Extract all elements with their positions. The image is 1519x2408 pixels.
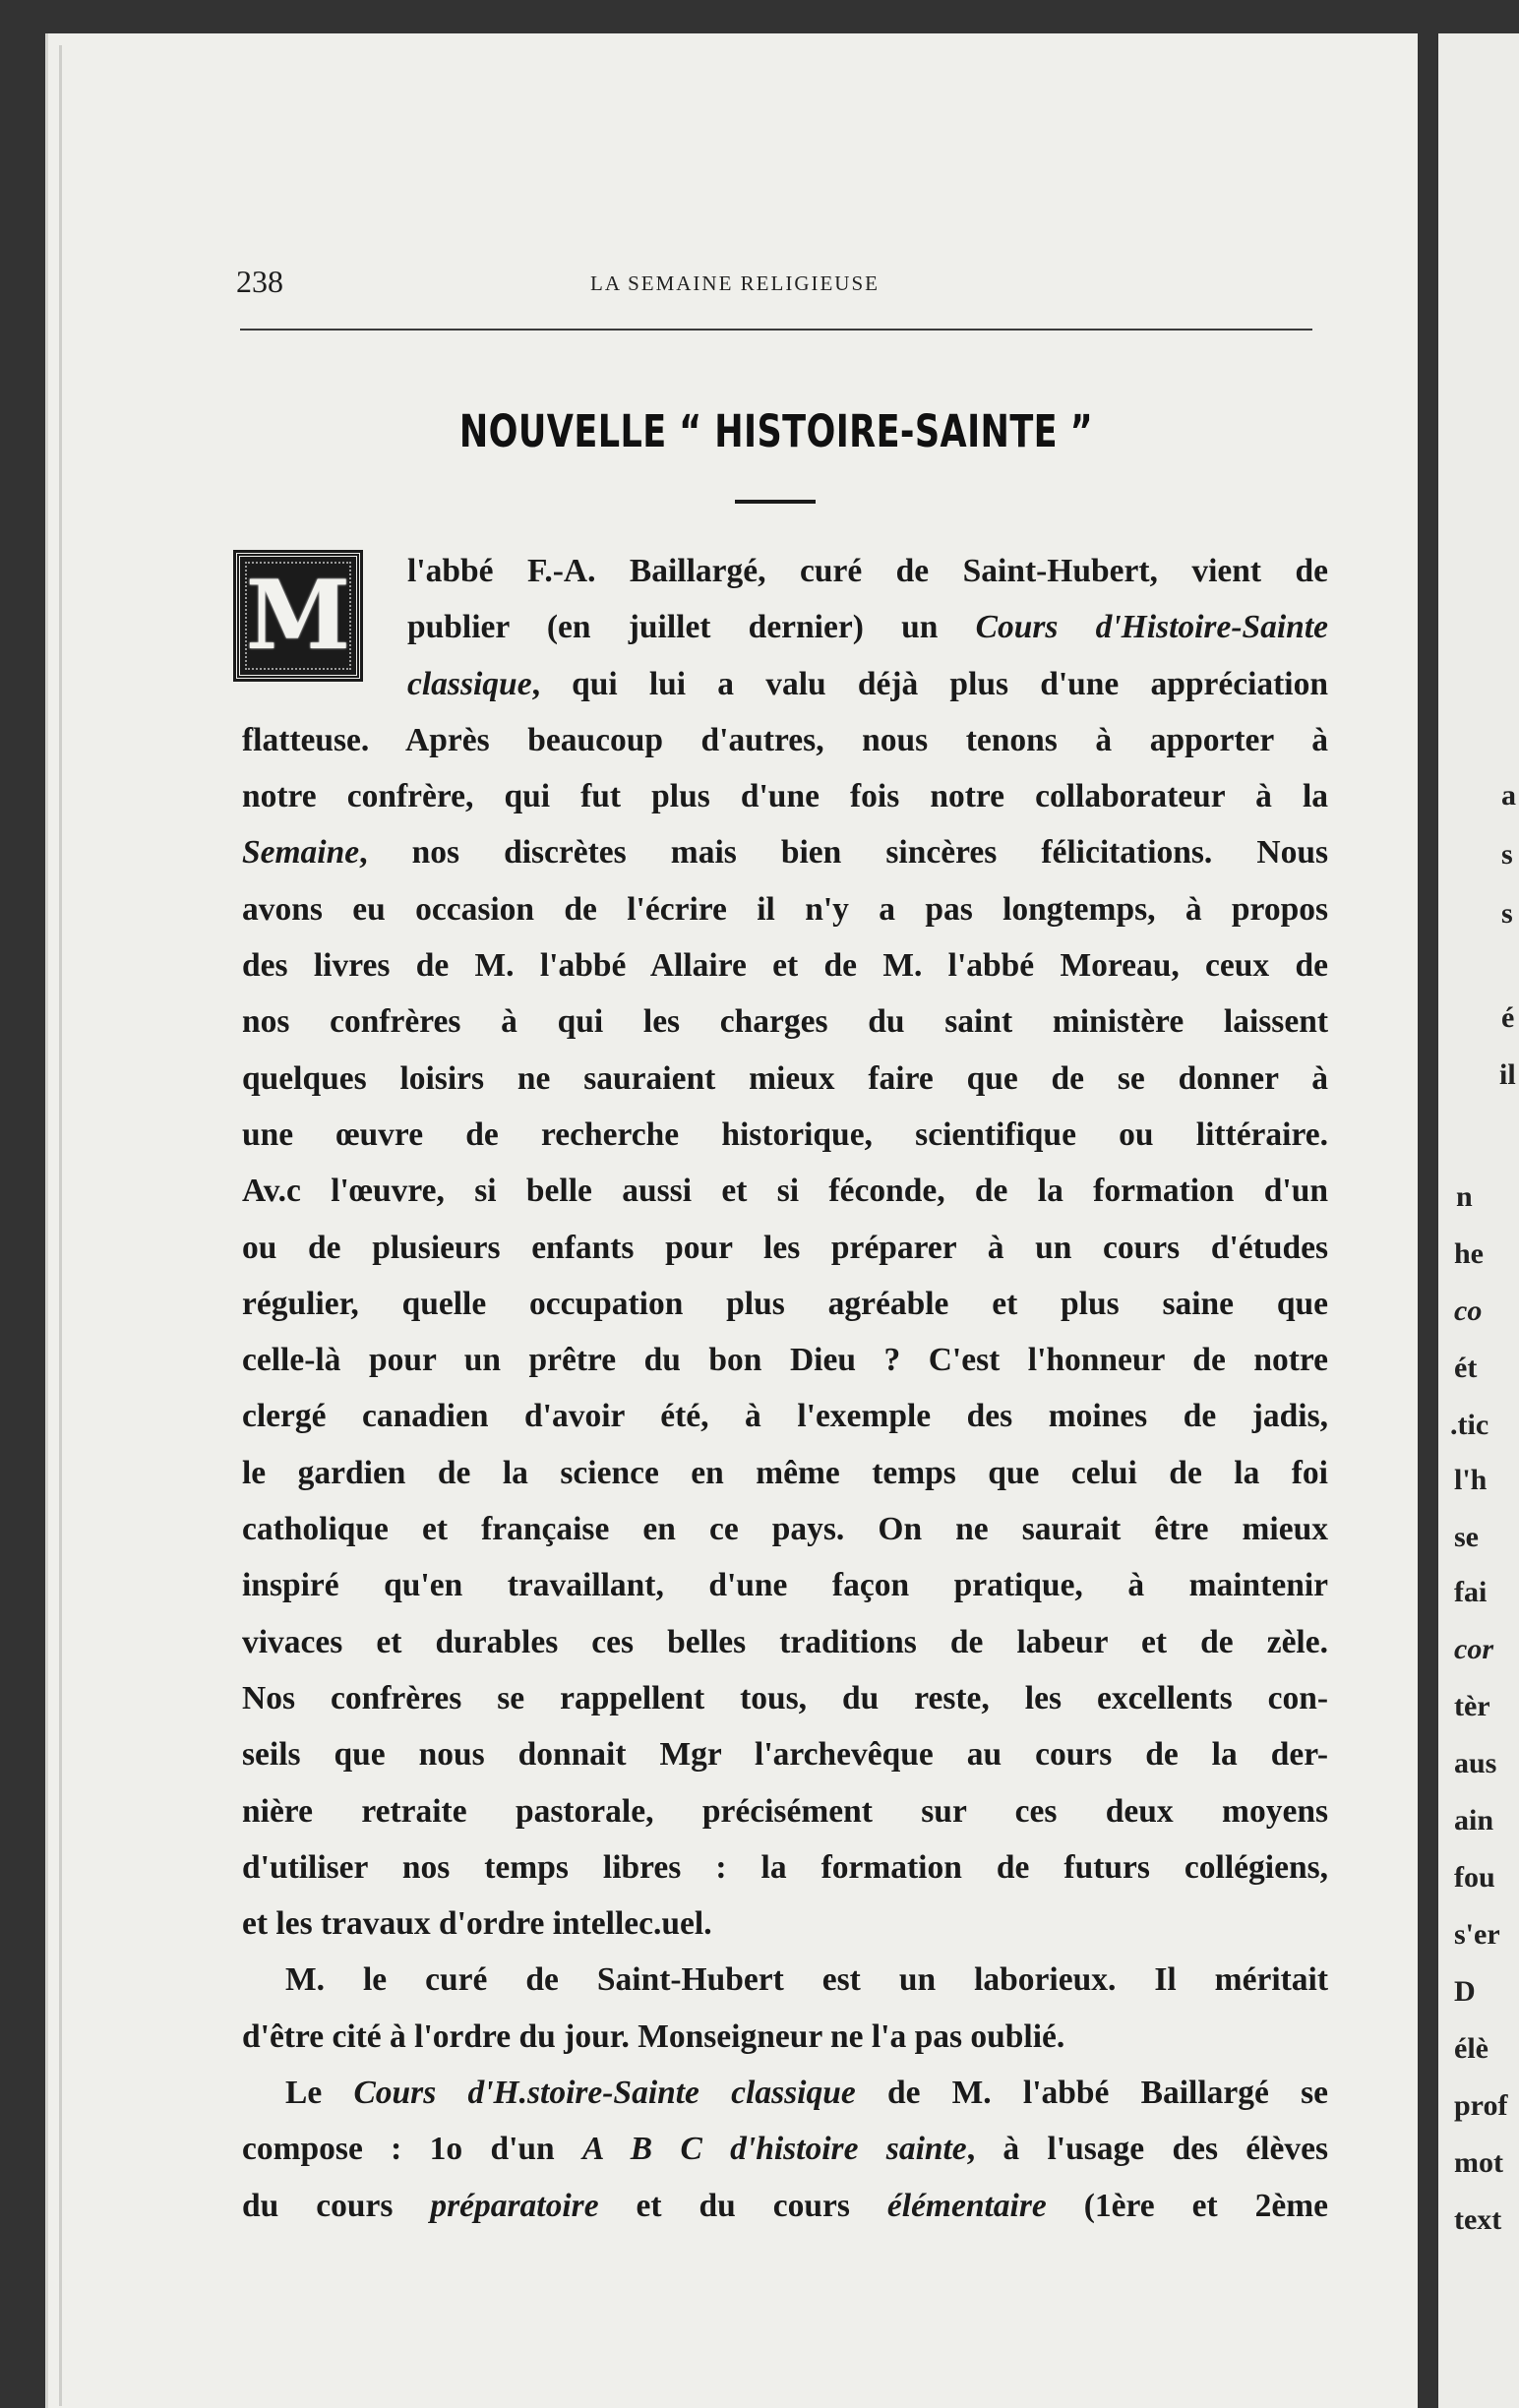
facing-text-fragment: s xyxy=(1501,838,1513,871)
body-line: quelques loisirs ne sauraient mieux faire que de se donner à xyxy=(242,1059,1328,1097)
body-line: nière retraite pastorale, précisément sur ces deux moyens xyxy=(242,1792,1328,1830)
body-line: flatteuse. Après beaucoup d'autres, nous tenons à apporter à xyxy=(242,721,1328,758)
facing-text-fragment: prof xyxy=(1454,2089,1508,2122)
body-line: et les travaux d'ordre intellec.uel. xyxy=(242,1905,712,1943)
page-edge xyxy=(59,45,62,2406)
facing-text-fragment: aus xyxy=(1454,1747,1497,1779)
facing-text-fragment: é xyxy=(1501,1001,1515,1034)
facing-text-fragment: D xyxy=(1454,1975,1476,2008)
body-line: Nos confrères se rappellent tous, du reste, les excellents con- xyxy=(242,1679,1328,1716)
body-line: catholique et française en ce pays. On ne saurait être mieux xyxy=(242,1511,1328,1548)
facing-text-fragment: s'er xyxy=(1454,1918,1500,1951)
facing-text-fragment: text xyxy=(1454,2203,1502,2236)
running-head xyxy=(236,264,1318,303)
body-line: vivaces et durables ces belles traditions de labeur et de zèle. xyxy=(242,1623,1328,1660)
body-line: notre confrère, qui fut plus d'une fois notre collaborateur à la xyxy=(242,778,1328,815)
body-line: des livres de M. l'abbé Allaire et de M. l'abbé Moreau, ceux de xyxy=(242,947,1328,985)
body-line: Le Cours d'H.stoire-Sainte classique de M. l'abbé Baillargé se xyxy=(285,2075,1329,2112)
body-line: d'être cité à l'ordre du jour. Monseigneur ne l'a pas oublié. xyxy=(242,2017,1065,2055)
body-line: d'utiliser nos temps libres : la formation de futurs collégiens, xyxy=(242,1848,1328,1886)
facing-page-edge xyxy=(1438,33,1519,2408)
facing-text-fragment: mot xyxy=(1454,2146,1503,2179)
body-line: l'abbé F.-A. Baillargé, curé de Saint-Hubert, vient de xyxy=(407,553,1328,589)
body-line: Semaine, nos discrètes mais bien sincères félicitations. Nous xyxy=(242,834,1328,872)
facing-text-fragment: élè xyxy=(1454,2032,1489,2065)
facing-text-fragment: a xyxy=(1501,779,1516,812)
body-line: M. le curé de Saint-Hubert est un laborieux. Il méritait xyxy=(285,1961,1328,1999)
facing-text-fragment: n xyxy=(1456,1180,1473,1213)
facing-text-fragment: he xyxy=(1454,1237,1484,1270)
body-line: inspiré qu'en travaillant, d'une façon pratique, à maintenir xyxy=(242,1567,1328,1604)
body-line: Av.c l'œuvre, si belle aussi et si féconde, de la formation d'un xyxy=(242,1173,1328,1210)
facing-text-fragment: se xyxy=(1454,1521,1479,1553)
body-line: avons eu occasion de l'écrire il n'y a pas longtemps, à propos xyxy=(242,890,1328,928)
journal-title: LA SEMAINE RELIGIEUSE xyxy=(590,271,880,295)
body-line: classique, qui lui a valu déjà plus d'une appréciation xyxy=(407,665,1328,702)
facing-text-fragment: .tic xyxy=(1450,1409,1489,1441)
page-number: 238 xyxy=(236,264,283,299)
article-title: NOUVELLE “ HISTOIRE-SAINTE ” xyxy=(458,405,1094,457)
body-line: seils que nous donnait Mgr l'archevêque au cours de la der- xyxy=(242,1736,1328,1774)
body-line: du cours préparatoire et du cours élémentaire (1ère et 2ème xyxy=(242,2187,1328,2224)
facing-text-fragment: co xyxy=(1454,1294,1483,1327)
facing-text-fragment: cor xyxy=(1454,1633,1493,1665)
facing-text-fragment: il xyxy=(1499,1058,1516,1091)
body-line: celle-là pour un prêtre du bon Dieu ? C'est l'honneur de notre xyxy=(242,1342,1328,1379)
body-line: le gardien de la science en même temps que celui de la foi xyxy=(242,1454,1328,1491)
facing-text-fragment: ain xyxy=(1454,1804,1494,1836)
body-line: publier (en juillet dernier) un Cours d'Histoire-Sainte xyxy=(407,609,1328,646)
facing-text-fragment: tèr xyxy=(1454,1690,1490,1722)
facing-text-fragment: fou xyxy=(1454,1861,1495,1894)
facing-text-fragment: s xyxy=(1501,897,1513,930)
body-line: ou de plusieurs enfants pour les préparer à un cours d'études xyxy=(242,1229,1328,1266)
body-line: compose : 1o d'un A B C d'histoire sainte, à l'usage des élèves xyxy=(242,2131,1329,2168)
body-line: régulier, quelle occupation plus agréable et plus saine que xyxy=(242,1285,1328,1322)
article-body xyxy=(242,543,1328,2234)
body-line: clergé canadien d'avoir été, à l'exemple des moines de jadis, xyxy=(242,1398,1328,1435)
facing-text-fragment: fai xyxy=(1454,1576,1488,1608)
header-rule xyxy=(240,329,1312,331)
facing-text-fragment: ét xyxy=(1454,1352,1478,1384)
facing-text-fragment: l'h xyxy=(1454,1464,1488,1496)
body-line: nos confrères à qui les charges du saint ministère laissent xyxy=(242,1003,1328,1041)
drop-cap-letter: M xyxy=(245,560,351,671)
body-line: une œuvre de recherche historique, scientifique ou littéraire. xyxy=(242,1115,1328,1153)
title-rule xyxy=(735,500,816,504)
